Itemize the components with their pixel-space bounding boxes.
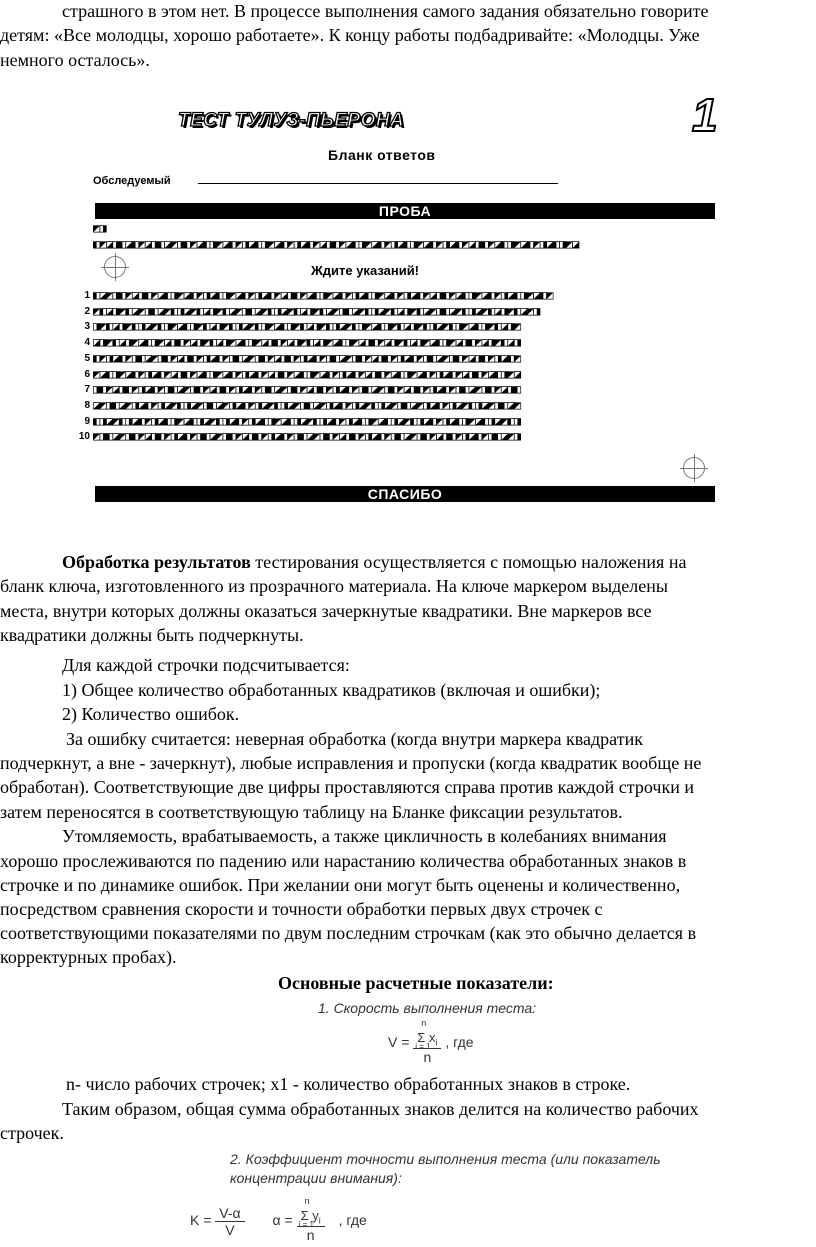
form-number: 1 xyxy=(692,89,718,141)
formula-2-alpha: α = xyxy=(272,1212,293,1228)
subject-label: Обследуемый xyxy=(93,175,171,187)
row-glyphs: ◪◩◨◧◪◩◨◪◧◩◨◪◩◧◨◪◩◨◧◪◩◨◪◧◩◨◪◩◧◨◪◩◨◧◪◩◨◪◧◩◨◪◩◧◨◪◩◨◧◪◩◨◪◧◩◨◪◩◧◨◪◩◨◧◪◩ xyxy=(93,398,521,412)
row-number: 4 xyxy=(84,337,90,349)
row-glyphs: ◨◧◩◪◨◧◩◨◪◧◩◨◧◪◩◨◧◩◪◨◧◩◨◪◧◩◨◧◪◩◨◧◩◪◨◧◩◨◪◧◩◨◧◪◩◨◧◩◪◨◧◩◨◪◧◩◨◧◪◩◨◧◩◪◨◧ xyxy=(93,383,521,397)
text-fragment: тестирования осуществляется с помощью наложения на xyxy=(250,552,687,572)
intro-line-1: страшного в этом нет. В процессе выполнения самого задания обязательно говорите xyxy=(62,1,709,21)
processing-line-2: бланк ключа, изготовленного из прозрачного материала. На ключе маркером выделены xyxy=(0,576,668,596)
row-number: 7 xyxy=(84,384,90,396)
thanks-bar: СПАСИБО xyxy=(95,486,715,502)
formula-2-ysub: i xyxy=(318,1215,321,1226)
formula-2-alpha-numerator: Σ y xyxy=(300,1208,319,1223)
row-glyphs: ◩◧◪◨◩◧◪◩◨◧◪◩◧◨◪◩◧◪◨◩◧◪◩◨◧◪◩◧◨◪◩◧◪◨◩◧◪◩◨◧◪◩◧◨◪◩◧◪◨◩◧◪◩◨◧◪◩◧◨◪◩◧◪◨◩◧◪◩◨ xyxy=(93,304,540,318)
fatigue-line-3: строчке и по динамике ошибок. При желании они могут быть оценены и количественно, xyxy=(0,875,681,895)
paragraph-processing xyxy=(0,550,816,575)
variables-line: n- число рабочих строчек; x1 - количество обработанных знаков в строке. xyxy=(66,1074,631,1094)
intro-line-2: детям: «Все молодцы, хорошо работаете». К концу работы подбадривайте: «Молодцы. Уже xyxy=(0,25,700,45)
formula-2 xyxy=(190,1196,367,1243)
processing-line-3: места, внутри которых должны оказаться зачеркнутые квадратики. Вне маркеров все xyxy=(0,601,652,621)
formula-2-alpha-denominator: n xyxy=(306,1226,315,1243)
fatigue-line-2: хорошо прослеживаются по падению или нарастанию количества обработанных знаков в xyxy=(0,851,687,871)
form-heading: Бланк ответов xyxy=(328,147,436,163)
row-glyphs: ◧◪◩◨◧◩◪◨◧◩◪◧◨◩◪◧◩◨◪◧◨◩◪◧◩◨◪◧◩◪◨◧◩◪◧◨◩◪◧◩◨◪◧◨◩◪◧◩◨◪◧◩◪◨◧◩◪◧◨◩◪◧◩◨◪◧◨◩◪◧◩ xyxy=(93,289,553,302)
formula-1-fraction xyxy=(413,1018,441,1065)
row-number: 8 xyxy=(84,399,90,411)
row-glyphs: ◨◩◧◪◨◩◧◨◪◩◧◨◩◪◧◨◩◧◪◨◩◧◨◪◩◧◨◩◪◧◨◩◧◪◨◩◧◨◪◩◧◨◩◪◧◨◩◧◪◨◩◧◨◪◩◧◨◩◪◧◨◩◧◪◨◩ xyxy=(93,320,521,334)
formula-2-k-fraction xyxy=(215,1205,244,1238)
wait-instructions: Ждите указаний! xyxy=(311,263,420,278)
row-glyphs: ◩◪◧◨◩◪◧◩◨◪◧◩◪◨◧◩◪◧◨◩◪◧◩◨◪◧◩◪◨◧◩◪◧◨◩◪◧◩◨◪◧◩◪◨◧◩◪◧◨◩◪◧◩◨◪◧◩◪◨◧◩◪◧◨◩◪ xyxy=(93,367,521,381)
row-number: 1 xyxy=(84,290,90,301)
formula-2-sup: n xyxy=(304,1196,310,1206)
formula-2-title xyxy=(230,1150,661,1188)
form-title: ТЕСТ ТУЛУЗ-ПЬЕРОНА xyxy=(178,110,405,131)
formula-2-title-line-1: 2. Коэффициент точности выполнения теста (или показатель xyxy=(230,1151,661,1167)
row-number: 9 xyxy=(84,415,90,427)
fatigue-line-4: посредством сравнения скорости и точности обработки первых двух строчек с xyxy=(0,899,603,919)
error-line-2: подчеркнут, а вне - зачеркнут), любые исправления и пропуски (когда квадратик вообще не xyxy=(0,753,702,773)
trial-row-1: ◩◨ xyxy=(93,222,106,235)
formula-1-xsub: i xyxy=(435,1037,438,1048)
formula-1-numerator: Σ x xyxy=(417,1030,436,1045)
processing-line-4: квадратики должны быть подчеркнуты. xyxy=(0,625,304,645)
count-item-1: 1) Общее количество обработанных квадратиков (включая и ошибки); xyxy=(62,680,601,700)
row-number: 3 xyxy=(84,321,90,333)
fatigue-line-5: соответствующими показателями по двум последним строчкам (как это обычно делается в xyxy=(0,923,697,943)
formula-1-sub: i = 1 xyxy=(415,1042,431,1051)
formula-1-denominator: n xyxy=(423,1048,432,1065)
error-line-1: За ошибку считается: неверная обработка (когда внутри маркера квадратик xyxy=(66,729,643,749)
formula-1 xyxy=(388,1018,474,1065)
count-intro: Для каждой строчки подсчитывается: xyxy=(62,655,350,675)
row-number: 2 xyxy=(84,305,90,317)
row-number: 10 xyxy=(78,431,90,443)
intro-line-3: немного осталось». xyxy=(0,50,150,70)
row-glyphs: ◪◨◩◧◪◨◩◪◧◨◩◪◨◧◩◪◨◩◧◪◨◩◪◧◨◩◪◨◧◩◪◨◩◧◪◨◩◪◧◨◩◪◨◧◩◪◨◩◧◪◨◩◪◧◨◩◪◨◧◩◪◨◩◧◪◨ xyxy=(93,336,521,350)
trial-bar: ПРОБА xyxy=(95,203,715,219)
formula-2-k: K = xyxy=(190,1212,212,1228)
row-glyphs: ◧◨◪◩◧◨◪◧◩◨◪◧◨◩◪◧◨◪◩◧◨◪◧◩◨◪◧◨◩◪◧◨◪◩◧◨◪◧◩◨◪◧◨◩◪◧◨◪◩◧◨◪◧◩◨◪◧◨◩◪◧◨◪◩◧◨ xyxy=(93,414,521,428)
formula-2-sub: i = 1 xyxy=(298,1220,314,1229)
fatigue-line-1: Утомляемость, врабатываемость, а также цикличность в колебаниях внимания xyxy=(62,826,667,846)
subject-line xyxy=(198,183,558,184)
formula-2-title-line-2: концентрации внимания): xyxy=(230,1170,402,1186)
processing-bold: Обработка результатов xyxy=(62,552,251,572)
error-line-3: обработан). Соответствующие две цифры проставляются справа против каждой строчки и xyxy=(0,777,694,797)
trial-row-2: ◧◩◪◨◧◪◧◩◪◨◧◪◩◨◧◩◪◧◨◩◪◧◩◨◪◧◨◩◪◧◩◨◪◧◩◪◨◧◩◪◧◨◩◪◧◩◨◪◧◨◩◪◧◩◨◪◧◩◪◨◧◩◪◧◨◩◪◧◩◨◪◧◨◩◪ xyxy=(93,238,579,251)
formula-2-k-numerator: V-α xyxy=(215,1205,244,1222)
count-item-2: 2) Количество ошибок. xyxy=(62,704,240,724)
fatigue-line-6: корректурных пробах). xyxy=(0,947,177,967)
indicators-heading: Основные расчетные показатели: xyxy=(278,973,554,993)
registration-mark-icon xyxy=(104,256,126,278)
formula-1-tail: , где xyxy=(445,1034,474,1050)
formula-1-lhs: V = xyxy=(388,1034,410,1050)
error-line-4: затем переносятся в соответствующую таблицу на Бланке фиксации результатов. xyxy=(0,802,623,822)
formula-1-sup: n xyxy=(421,1018,427,1028)
formula-2-alpha-fraction xyxy=(297,1196,325,1243)
summary-line-2: строчек. xyxy=(0,1123,64,1143)
row-glyphs: ◩◨◧◪◩◨◧◩◪◨◧◩◨◪◧◩◨◧◪◩◨◧◩◪◨◧◩◨◪◧◩◨◧◪◩◨◧◩◪◨◧◩◨◪◧◩◨◧◪◩◨◧◩◪◨◧◩◨◪◧◩◨◧◪◩◨ xyxy=(93,430,521,444)
row-number: 6 xyxy=(84,368,90,380)
formula-1-title: 1. Скорость выполнения теста: xyxy=(318,1000,537,1016)
row-number: 5 xyxy=(84,352,90,364)
registration-mark-icon xyxy=(683,457,705,479)
formula-2-tail: , где xyxy=(338,1212,367,1228)
formula-2-k-denominator: V xyxy=(225,1221,235,1238)
summary-line-1: Таким образом, общая сумма обработанных знаков делится на количество рабочих xyxy=(62,1099,699,1119)
row-glyphs: ◧◩◨◪◧◩◨◧◪◩◨◧◩◪◨◧◩◨◪◧◩◨◧◪◩◨◧◩◪◨◧◩◨◪◧◩◨◧◪◩◨◧◩◪◨◧◩◨◪◧◩◨◧◪◩◨◧◩◪◨◧◩◨◪◧◩ xyxy=(93,351,521,365)
